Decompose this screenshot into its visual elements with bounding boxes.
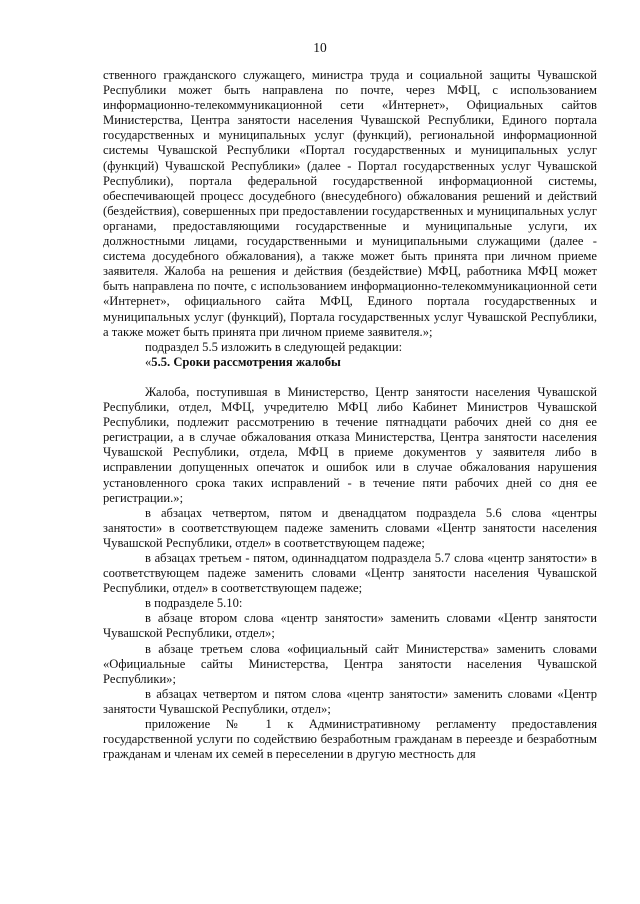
- paragraph-review-terms: Жалоба, поступившая в Министерство, Центр занятости населения Чувашской Республики, отдел, МФЦ, учредителю МФЦ либо Кабинет Министров Чувашской Республики, подлежит рассмотрению в течение пятнадцати рабочих дней со дня ее регистрации, а в случае обжалования отказа Министерства, Центра занятости населения Чувашской Республики, отдела, МФЦ в приеме документов у заявителя либо в исправлении допущенных опечаток и ошибок или в случае обжалования нарушения установленного срока таких исправлений - в течение пяти рабочих дней со дня ее регистрации.»;: [103, 384, 597, 505]
- paragraph-amend-fourth-fifth: в абзацах четвертом и пятом слова «центр занятости» заменить словами «Центр занятости Чувашской Республики, отдел»;: [103, 686, 597, 716]
- paragraph-amend-second: в абзаце втором слова «центр занятости» заменить словами «Центр занятости Чувашской Республики, отдел»;: [103, 611, 597, 641]
- page-number: 10: [313, 40, 327, 55]
- section-heading: [103, 355, 597, 370]
- heading-quote: «: [145, 354, 152, 369]
- paragraph-complaint-channels: ственного гражданского служащего, министра труда и социальной защиты Чувашской Республики может быть направлена по почте, через МФЦ, с использованием информационно-телекоммуникационной сети «Интернет», Официальных сайтов Министерства, Центра занятости населения Чувашской Республики, Единого портала государственных и муниципальных услуг (функций), региональной информационной системы Чувашской Республики «Портал государственных и муниципальных услуг (функций) Чувашской Республики» (далее - Портал государственных услуг Чувашской Республики), портала федеральной государственной информационной системы, обеспечивающей процесс досудебного (внесудебного) обжалования решений и действий (бездействия), совершенных при предоставлении государственных и муниципальных услуг органами, предоставляющими государственные и муниципальные услуги, их должностными лицами, государственными и муниципальными служащими (далее - система досудебного обжалования), а также может быть принята при личном приеме заявителя. Жалоба на решения и действия (бездействие) МФЦ, работника МФЦ может быть направлена по почте, с использованием информационно-телекоммуникационной сети «Интернет», официального сайта МФЦ, Единого портала государственных и муниципальных услуг (функций), Портала государственных услуг Чувашской Республики, а также может быть принята при личном приеме заявителя.»;: [103, 68, 597, 339]
- paragraph-amend-third: в абзаце третьем слова «официальный сайт Министерства» заменить словами «Официальные сайты Министерства, Центра занятости населения Чувашской Республики»;: [103, 641, 597, 686]
- paragraph-subsection-intro: подраздел 5.5 изложить в следующей редакции:: [145, 339, 403, 354]
- heading-title: 5.5. Сроки рассмотрения жалобы: [151, 354, 341, 369]
- paragraph-amend-5-7: в абзацах третьем - пятом, одиннадцатом подраздела 5.7 слова «центр занятости» в соответствующем падеже заменить словами «Центр занятости населения Чувашской Республики, отдел» в соответствующем падеже;: [103, 551, 597, 596]
- paragraph-amend-5-6: в абзацах четвертом, пятом и двенадцатом подраздела 5.6 слова «центры занятости» в соответствующем падеже заменить словами «Центр занятости населения Чувашской Республики, отдел» в соответствующем падеже;: [103, 505, 597, 550]
- paragraph-appendix-1: приложение № 1 к Административному регламенту предоставления государственной услуги по содействию безработным гражданам в переезде и безработным гражданам и членам их семей в переселении в другую местность для: [103, 717, 597, 762]
- paragraph-subsection-5-10: в подразделе 5.10:: [145, 596, 243, 611]
- document-body: [103, 68, 597, 762]
